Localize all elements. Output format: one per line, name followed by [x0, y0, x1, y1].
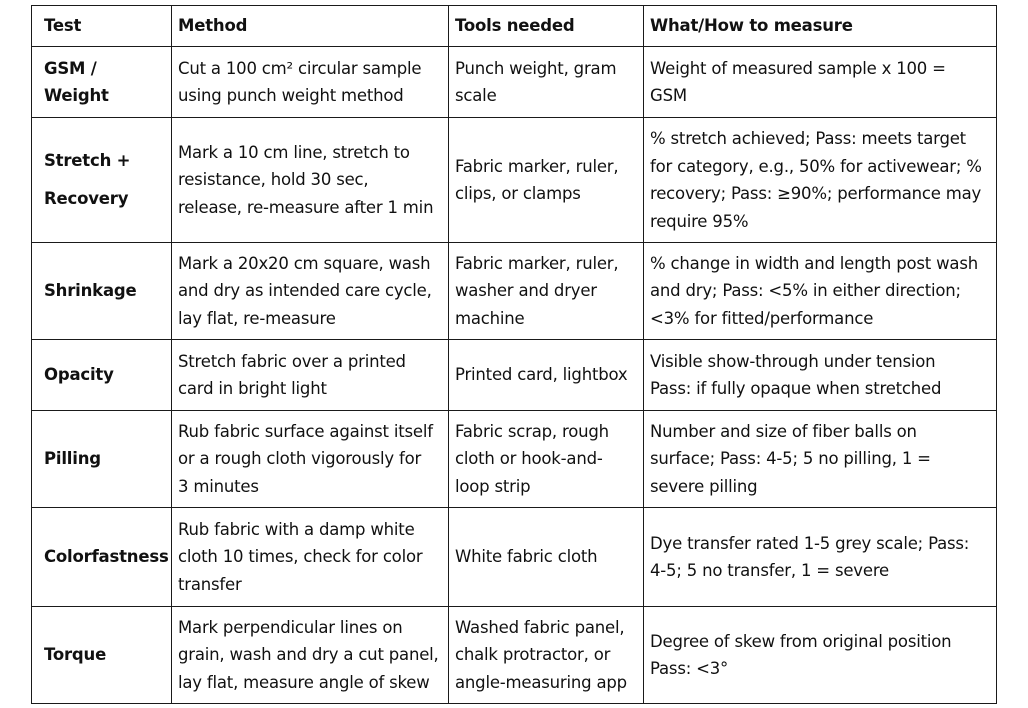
header-test: Test	[32, 6, 172, 47]
cell-tools: Fabric marker, ruler, washer and dryer machine	[449, 243, 644, 340]
cell-test: Stretch + Recovery	[32, 118, 172, 243]
header-measure: What/How to measure	[644, 6, 997, 47]
table-row	[32, 508, 997, 607]
cell-method: Mark a 20x20 cm square, wash and dry as intended care cycle, lay flat, re-measure	[172, 243, 449, 340]
table-row	[32, 411, 997, 508]
cell-measure: Degree of skew from original position Pass: <3°	[644, 607, 997, 704]
cell-test: Colorfastness	[32, 508, 172, 607]
cell-measure: % change in width and length post wash and dry; Pass: <5% in either direction; <3% for fitted/performance	[644, 243, 997, 340]
cell-tools: Washed fabric panel, chalk protractor, or angle-measuring app	[449, 607, 644, 704]
cell-method: Stretch fabric over a printed card in bright light	[172, 340, 449, 411]
cell-method: Mark a 10 cm line, stretch to resistance, hold 30 sec, release, re-measure after 1 min	[172, 118, 449, 243]
table-row	[32, 47, 997, 118]
table-row	[32, 607, 997, 704]
cell-test: Shrinkage	[32, 243, 172, 340]
cell-method: Rub fabric with a damp white cloth 10 times, check for color transfer	[172, 508, 449, 607]
table-row	[32, 340, 997, 411]
fabric-test-table	[31, 5, 997, 704]
cell-measure: Dye transfer rated 1-5 grey scale; Pass: 4-5; 5 no transfer, 1 = severe	[644, 508, 997, 607]
cell-measure: Number and size of fiber balls on surface; Pass: 4-5; 5 no pilling, 1 = severe pilling	[644, 411, 997, 508]
cell-test: Pilling	[32, 411, 172, 508]
table-row	[32, 118, 997, 243]
cell-test: Torque	[32, 607, 172, 704]
cell-method: Rub fabric surface against itself or a rough cloth vigorously for 3 minutes	[172, 411, 449, 508]
table-header-row	[32, 6, 997, 47]
cell-measure: Visible show-through under tension Pass: if fully opaque when stretched	[644, 340, 997, 411]
cell-test: Opacity	[32, 340, 172, 411]
cell-test: GSM / Weight	[32, 47, 172, 118]
cell-method: Cut a 100 cm² circular sample using punch weight method	[172, 47, 449, 118]
cell-measure: Weight of measured sample x 100 = GSM	[644, 47, 997, 118]
header-tools: Tools needed	[449, 6, 644, 47]
cell-measure: % stretch achieved; Pass: meets target for category, e.g., 50% for activewear; % recovery; Pass: ≥90%; performance may require 95%	[644, 118, 997, 243]
header-method: Method	[172, 6, 449, 47]
table-row	[32, 243, 997, 340]
cell-tools: Printed card, lightbox	[449, 340, 644, 411]
cell-method: Mark perpendicular lines on grain, wash and dry a cut panel, lay flat, measure angle of skew	[172, 607, 449, 704]
cell-tools: Fabric marker, ruler, clips, or clamps	[449, 118, 644, 243]
cell-tools: Punch weight, gram scale	[449, 47, 644, 118]
cell-tools: Fabric scrap, rough cloth or hook-and- loop strip	[449, 411, 644, 508]
cell-tools: White fabric cloth	[449, 508, 644, 607]
